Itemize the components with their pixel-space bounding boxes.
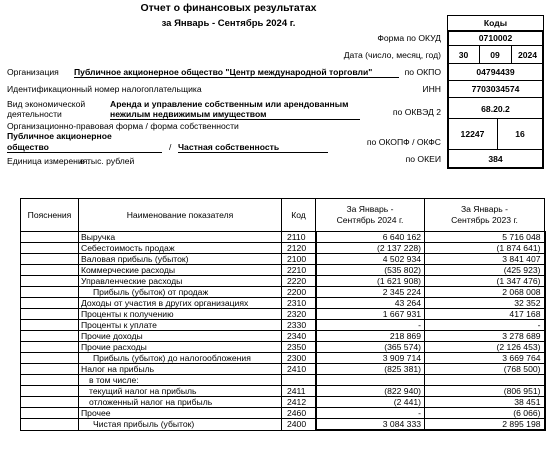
table-row bbox=[21, 320, 545, 331]
row-name: Прибыль (убыток) до налогообложения bbox=[79, 353, 282, 364]
row-code: 2340 bbox=[282, 331, 316, 342]
table-row bbox=[21, 375, 545, 386]
row-current: 1 667 931 bbox=[316, 309, 425, 320]
table-row bbox=[21, 243, 545, 254]
row-current: 3 084 333 bbox=[316, 419, 425, 431]
row-code: 2460 bbox=[282, 408, 316, 419]
row-current: - bbox=[316, 320, 425, 331]
table-row bbox=[21, 309, 545, 320]
row-code: 2410 bbox=[282, 364, 316, 375]
table-row bbox=[21, 331, 545, 342]
unit-label: Единица измерения: bbox=[7, 156, 90, 166]
report-period: за Январь - Сентябрь 2024 г. bbox=[161, 18, 296, 29]
row-current: - bbox=[316, 408, 425, 419]
table-row bbox=[21, 397, 545, 408]
row-current: 3 909 714 bbox=[316, 353, 425, 364]
okpo-value: 04794439 bbox=[476, 67, 515, 77]
row-code: 2310 bbox=[282, 298, 316, 309]
row-previous: (6 066) bbox=[425, 408, 545, 419]
row-current: 43 264 bbox=[316, 298, 425, 309]
row-previous: (768 500) bbox=[425, 364, 545, 375]
okfs-value: 16 bbox=[515, 129, 525, 139]
legal-form-line-1: Публичное акционерное bbox=[7, 131, 112, 141]
okei-value: 384 bbox=[488, 154, 503, 164]
inn-label-right: ИНН bbox=[422, 84, 441, 94]
row-code: 2210 bbox=[282, 265, 316, 276]
table-row bbox=[21, 419, 545, 431]
row-current: 6 640 162 bbox=[316, 232, 425, 243]
report-title: Отчет о финансовых результатах bbox=[140, 2, 317, 14]
legal-form-line-2: общество bbox=[7, 142, 162, 153]
table-row bbox=[21, 254, 545, 265]
okud-value: 0710002 bbox=[478, 33, 513, 43]
table-row bbox=[21, 298, 545, 309]
row-code bbox=[282, 375, 316, 386]
header-previous-period: За Январь - Сентябрь 2023 г. bbox=[425, 199, 545, 232]
row-name: Прочие доходы bbox=[79, 331, 282, 342]
row-current: (1 621 908) bbox=[316, 276, 425, 287]
row-name: Управленческие расходы bbox=[79, 276, 282, 287]
row-previous: (425 923) bbox=[425, 265, 545, 276]
row-code: 2100 bbox=[282, 254, 316, 265]
row-previous: (1 874 641) bbox=[425, 243, 545, 254]
unit-value: в тыс. рублей bbox=[80, 156, 135, 166]
row-previous: 2 895 198 bbox=[425, 419, 545, 431]
table-row bbox=[21, 386, 545, 397]
row-name: Себестоимость продаж bbox=[79, 243, 282, 254]
row-previous: (2 126 453) bbox=[425, 342, 545, 353]
okopf-value: 12247 bbox=[460, 129, 485, 139]
row-code: 2110 bbox=[282, 232, 316, 243]
row-name: Проценты к получению bbox=[79, 309, 282, 320]
table-row bbox=[21, 287, 545, 298]
row-name: Прочее bbox=[79, 408, 282, 419]
table-row bbox=[21, 342, 545, 353]
row-name: Выручка bbox=[79, 232, 282, 243]
row-previous: 3 669 764 bbox=[425, 353, 545, 364]
inn-label-left: Идентификационный номер налогоплательщика bbox=[7, 84, 202, 94]
row-previous: 3 841 407 bbox=[425, 254, 545, 265]
row-code: 2412 bbox=[282, 397, 316, 408]
row-previous: (806 951) bbox=[425, 386, 545, 397]
row-code: 2120 bbox=[282, 243, 316, 254]
org-name: Публичное акционерное общество "Центр международной торговли" bbox=[74, 67, 399, 78]
table-row bbox=[21, 265, 545, 276]
codes-header bbox=[447, 15, 544, 31]
row-code: 2330 bbox=[282, 320, 316, 331]
row-current: 218 869 bbox=[316, 331, 425, 342]
row-code: 2400 bbox=[282, 419, 316, 431]
okopf-divider bbox=[449, 149, 542, 150]
row-current: 4 502 934 bbox=[316, 254, 425, 265]
row-name: в том числе: bbox=[79, 375, 282, 386]
date-day: 30 bbox=[458, 50, 469, 60]
row-current bbox=[316, 375, 425, 386]
row-previous: 2 068 008 bbox=[425, 287, 545, 298]
row-code: 2320 bbox=[282, 309, 316, 320]
row-previous: 38 451 bbox=[425, 397, 545, 408]
row-name: отложенный налог на прибыль bbox=[79, 397, 282, 408]
header-current-period: За Январь - Сентябрь 2024 г. bbox=[316, 199, 425, 232]
activity-label-2: деятельности bbox=[7, 109, 62, 119]
row-current: (822 940) bbox=[316, 386, 425, 397]
row-previous: 5 716 048 bbox=[425, 232, 545, 243]
financial-results-table bbox=[20, 198, 546, 431]
row-name: Прочие расходы bbox=[79, 342, 282, 353]
okved-divider bbox=[449, 118, 542, 119]
activity-line-1: Аренда и управление собственным или арендованным bbox=[110, 99, 349, 109]
row-name: Доходы от участия в других организациях bbox=[79, 298, 282, 309]
row-code: 2200 bbox=[282, 287, 316, 298]
row-name: текущий налог на прибыль bbox=[79, 386, 282, 397]
row-current: (2 441) bbox=[316, 397, 425, 408]
row-previous: 3 278 689 bbox=[425, 331, 545, 342]
row-code: 2300 bbox=[282, 353, 316, 364]
okopf-label: по ОКОПФ / ОКФС bbox=[366, 137, 441, 147]
table-row bbox=[21, 408, 545, 419]
date-label: Дата (число, месяц, год) bbox=[343, 50, 441, 60]
row-previous: 32 352 bbox=[425, 298, 545, 309]
row-name: Валовая прибыль (убыток) bbox=[79, 254, 282, 265]
table-row bbox=[21, 364, 545, 375]
okved-label: по ОКВЭД 2 bbox=[392, 107, 441, 117]
row-code: 2220 bbox=[282, 276, 316, 287]
inn-value: 7703034574 bbox=[471, 84, 520, 94]
okud-divider bbox=[449, 45, 542, 46]
row-previous: 417 168 bbox=[425, 309, 545, 320]
legal-form-label: Организационно-правовая форма / форма собственности bbox=[7, 121, 239, 131]
okved-value: 68.20.2 bbox=[481, 104, 510, 114]
row-current: (365 574) bbox=[316, 342, 425, 353]
header-name: Наименование показателя bbox=[79, 199, 282, 232]
row-name: Чистая прибыль (убыток) bbox=[79, 419, 282, 431]
table-row bbox=[21, 276, 545, 287]
table-header-row bbox=[21, 199, 545, 232]
okud-label: Форма по ОКУД bbox=[377, 33, 441, 43]
row-current: (825 381) bbox=[316, 364, 425, 375]
row-name: Налог на прибыль bbox=[79, 364, 282, 375]
okpo-label: по ОКПО bbox=[404, 67, 441, 77]
row-previous: (1 347 476) bbox=[425, 276, 545, 287]
table-row bbox=[21, 353, 545, 364]
header-code: Код bbox=[282, 199, 316, 232]
org-label: Организация bbox=[7, 67, 59, 77]
ownership-form: Частная собственность bbox=[178, 142, 328, 153]
row-current: (2 137 228) bbox=[316, 243, 425, 254]
date-row-divider bbox=[449, 63, 542, 64]
row-name: Коммерческие расходы bbox=[79, 265, 282, 276]
date-year: 2024 bbox=[517, 50, 538, 60]
row-code: 2350 bbox=[282, 342, 316, 353]
table-row bbox=[21, 232, 545, 243]
header-notes: Пояснения bbox=[21, 199, 79, 232]
row-name: Прибыль (убыток) от продаж bbox=[79, 287, 282, 298]
row-current: (535 802) bbox=[316, 265, 425, 276]
inn-divider bbox=[449, 97, 542, 98]
activity-label-1: Вид экономической bbox=[7, 99, 86, 109]
row-previous: - bbox=[425, 320, 545, 331]
row-code: 2411 bbox=[282, 386, 316, 397]
row-previous bbox=[425, 375, 545, 386]
row-name: Проценты к уплате bbox=[79, 320, 282, 331]
okpo-divider bbox=[449, 80, 542, 81]
codes-title: Коды bbox=[483, 18, 508, 28]
okei-label: по ОКЕИ bbox=[405, 154, 441, 164]
activity-line-2: нежилым недвижимым имуществом bbox=[110, 109, 360, 120]
legal-form-slash: / bbox=[169, 142, 172, 152]
date-month: 09 bbox=[490, 50, 500, 60]
row-current: 2 345 224 bbox=[316, 287, 425, 298]
